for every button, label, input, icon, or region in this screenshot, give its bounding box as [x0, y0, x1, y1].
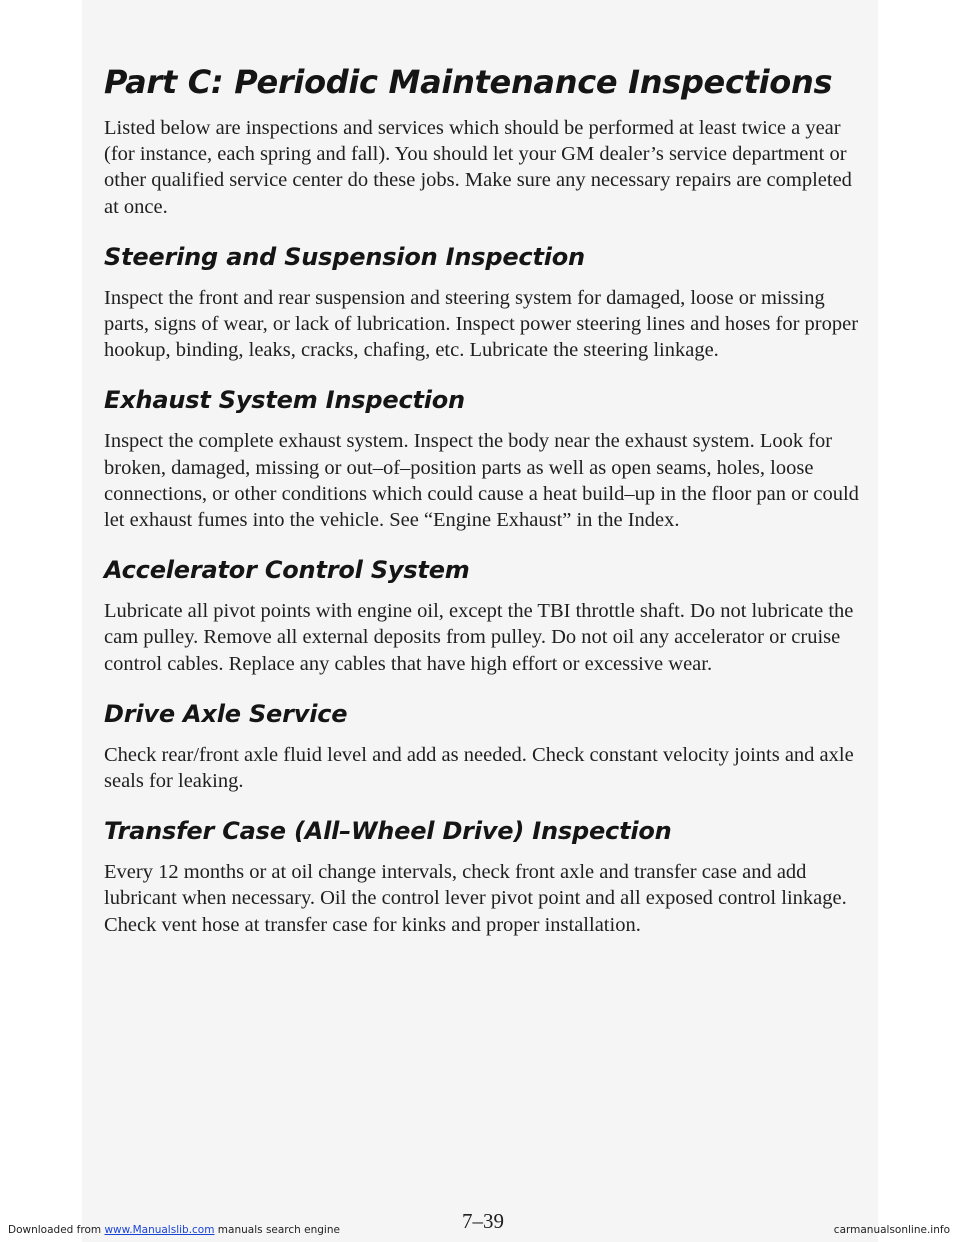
intro-paragraph: Listed below are inspections and services which should be performed at least twice a year (for instance, each spring and fall). You should let your GM dealer’s service department or other qualified service center do these jobs. Make sure any necessary repairs are completed at once.	[104, 117, 852, 218]
section-heading-exhaust: Exhaust System Inspection	[104, 386, 465, 415]
section-heading-accelerator: Accelerator Control System	[104, 556, 470, 585]
watermark-site: carmanualsonline.info	[833, 1224, 950, 1236]
section-body-transfer-case: Every 12 months or at oil change intervals, check front axle and transfer case and add lubricant when necessary. Oil the control lever pivot point and all exposed control linkage. Check vent hose at transfer case for kinks and proper installation.	[104, 861, 847, 936]
section-body-drive-axle: Check rear/front axle fluid level and add as needed. Check constant velocity joints and axle seals for leaking.	[104, 743, 854, 793]
page-number: 7–39	[462, 1209, 504, 1233]
section-body-exhaust: Inspect the complete exhaust system. Inspect the body near the exhaust system. Look for broken, damaged, missing or out–of–position parts as well as open seams, holes, loose connections, or other conditions which could cause a heat build–up in the floor pan or could let exhaust fumes into the vehicle. See “Engine Exhaust” in the Index.	[104, 430, 859, 532]
manualslib-link[interactable]: www.Manualslib.com	[104, 1224, 215, 1236]
section-heading-drive-axle: Drive Axle Service	[104, 699, 348, 728]
download-footer	[8, 1224, 340, 1236]
footer-suffix: manuals search engine	[214, 1224, 340, 1236]
section-heading-steering: Steering and Suspension Inspection	[104, 242, 585, 271]
section-body-steering: Inspect the front and rear suspension and steering system for damaged, loose or missing parts, signs of wear, or lack of lubrication. Inspect power steering lines and hoses for proper hookup, binding, leaks, cracks, chafing, etc. Lubricate the steering linkage.	[104, 286, 859, 362]
page-content	[104, 62, 864, 938]
page-title: Part C: Periodic Maintenance Inspections	[104, 63, 833, 101]
footer-prefix: Downloaded from	[8, 1224, 105, 1236]
section-body-accelerator: Lubricate all pivot points with engine oil, except the TBI throttle shaft. Do not lubricate the cam pulley. Remove all external deposits from pulley. Do not oil any accelerator or cruise control cables. Replace any cables that have high effort or excessive wear.	[104, 600, 854, 675]
section-heading-transfer-case: Transfer Case (All–Wheel Drive) Inspection	[104, 817, 672, 846]
